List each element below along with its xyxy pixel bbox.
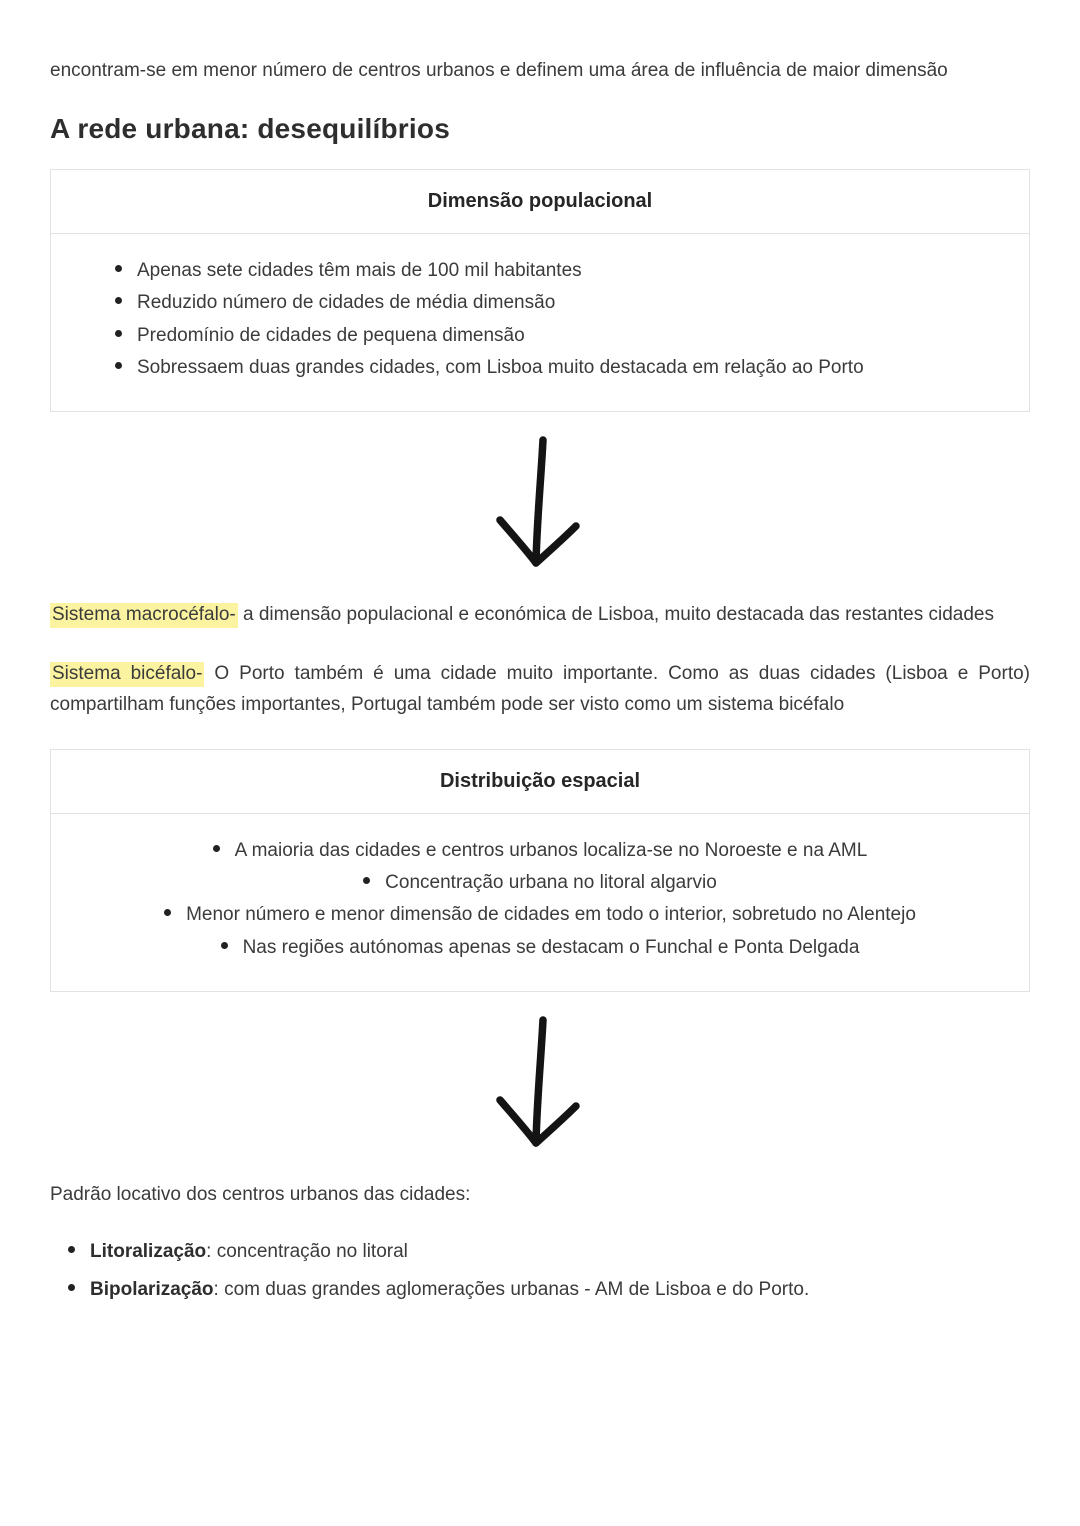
- table-body: [51, 234, 1029, 412]
- list-item: [75, 933, 1005, 963]
- bullet-icon: [164, 909, 171, 916]
- term-rest: : concentração no litoral: [206, 1240, 408, 1262]
- term-rest: : com duas grandes aglomerações urbanas - AM de Lisboa e do Porto.: [213, 1279, 810, 1301]
- highlighted-term: Sistema bicéfalo-: [50, 662, 204, 687]
- list-item-text: Apenas sete cidades têm mais de 100 mil habitantes: [137, 259, 582, 281]
- list-item: [75, 288, 1005, 318]
- table-title: Distribuição espacial: [51, 750, 1029, 814]
- down-arrow-container: [50, 992, 1030, 1180]
- down-arrow-icon: [488, 434, 592, 576]
- highlighted-term: Sistema macrocéfalo-: [50, 603, 238, 628]
- list-item-text: Reduzido número de cidades de média dimensão: [137, 292, 556, 314]
- bullet-icon: [221, 942, 228, 949]
- list-item: [50, 1275, 1030, 1305]
- list-item-text: A maioria das cidades e centros urbanos localiza-se no Noroeste e na AML: [234, 839, 868, 861]
- pattern-list: [50, 1237, 1030, 1306]
- macrocephalic-paragraph: [50, 600, 1030, 631]
- down-arrow-container: [50, 412, 1030, 600]
- pattern-intro: Padrão locativo dos centros urbanos das cidades:: [50, 1184, 471, 1206]
- intro-paragraph: encontram-se em menor número de centros urbanos e definem uma área de influência de maior dimensão: [50, 60, 948, 81]
- list-item-text: [90, 1275, 809, 1305]
- list-item: [75, 836, 1005, 866]
- population-dimension-table: [50, 169, 1030, 413]
- bullet-icon: [115, 297, 122, 304]
- bullet-icon: [68, 1246, 75, 1253]
- bullet-icon: [68, 1284, 75, 1291]
- bullet-icon: [363, 877, 370, 884]
- bullet-icon: [115, 362, 122, 369]
- list-item-text: Menor número e menor dimensão de cidades em todo o interior, sobretudo no Alentejo: [186, 904, 916, 926]
- table-body: [51, 814, 1029, 992]
- spatial-bullet-list: [75, 836, 1005, 964]
- list-item: [75, 321, 1005, 351]
- list-item: [75, 353, 1005, 383]
- term-bold: Litoralização: [90, 1240, 207, 1262]
- population-bullet-list: [75, 256, 1005, 384]
- paragraph-text: O Porto também é uma cidade muito importante. Como as duas cidades (Lisboa e Porto) compartilham funções importantes, Portugal também pode ser visto como um sistema bicéfalo: [50, 663, 1031, 715]
- list-item: [75, 256, 1005, 286]
- down-arrow-icon: [488, 1014, 592, 1156]
- term-bold: Bipolarização: [90, 1279, 214, 1301]
- bullet-icon: [115, 265, 122, 272]
- bullet-icon: [115, 330, 122, 337]
- section-heading: A rede urbana: desequilíbrios: [50, 112, 450, 144]
- list-item-text: [90, 1237, 408, 1267]
- list-item: [50, 1237, 1030, 1267]
- list-item-text: Nas regiões autónomas apenas se destacam o Funchal e Ponta Delgada: [242, 936, 860, 958]
- list-item-text: Predomínio de cidades de pequena dimensão: [137, 324, 525, 346]
- list-item-text: Concentração urbana no litoral algarvio: [385, 872, 717, 894]
- bicephalic-paragraph: [50, 659, 1030, 721]
- table-title: Dimensão populacional: [51, 170, 1029, 234]
- list-item: [75, 868, 1005, 898]
- paragraph-text: a dimensão populacional e económica de Lisboa, muito destacada das restantes cidades: [237, 604, 994, 626]
- spatial-distribution-table: [50, 749, 1030, 993]
- bullet-icon: [213, 845, 220, 852]
- list-item: [75, 900, 1005, 930]
- list-item-text: Sobressaem duas grandes cidades, com Lisboa muito destacada em relação ao Porto: [137, 356, 864, 378]
